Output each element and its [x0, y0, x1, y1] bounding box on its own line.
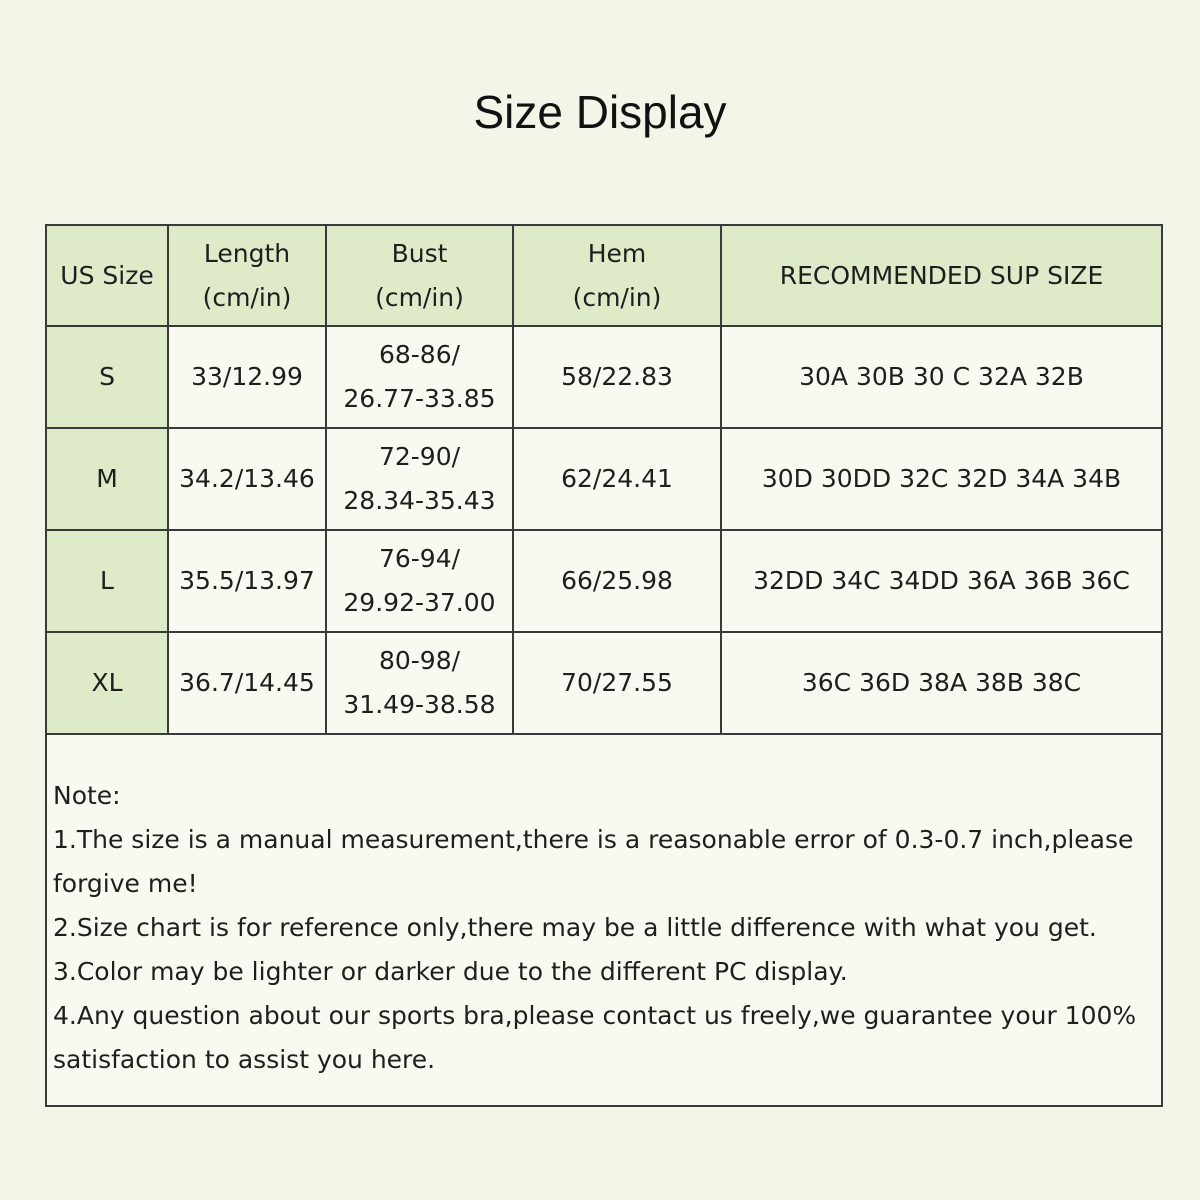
note-line: 1.The size is a manual measurement,there is a reasonable error of 0.3-0.7 inch,please — [53, 825, 1134, 854]
recommended-cell: 30D 30DD 32C 32D 34A 34B — [721, 428, 1161, 530]
notes-heading: Note: — [53, 781, 121, 810]
size-cell: S — [47, 326, 168, 428]
hem-cell: 66/25.98 — [513, 530, 721, 632]
table-row — [47, 326, 1161, 428]
bust-cell: 76-94/ 29.92-37.00 — [326, 530, 513, 632]
note-line: satisfaction to assist you here. — [53, 1045, 436, 1074]
note-line: 2.Size chart is for reference only,there may be a little difference with what you get. — [53, 913, 1097, 942]
header-bust: Bust (cm/in) — [326, 226, 513, 326]
header-recommended-size: RECOMMENDED SUP SIZE — [721, 226, 1161, 326]
note-line: 4.Any question about our sports bra,please contact us freely,we guarantee your 100% — [53, 1001, 1137, 1030]
table-row — [47, 632, 1161, 734]
bust-cell: 80-98/ 31.49-38.58 — [326, 632, 513, 734]
bust-cell: 72-90/ 28.34-35.43 — [326, 428, 513, 530]
length-cell: 35.5/13.97 — [168, 530, 326, 632]
size-cell: L — [47, 530, 168, 632]
notes-section — [53, 774, 1143, 1082]
header-length: Length (cm/in) — [168, 226, 326, 326]
bust-cell: 68-86/ 26.77-33.85 — [326, 326, 513, 428]
length-cell: 33/12.99 — [168, 326, 326, 428]
hem-cell: 62/24.41 — [513, 428, 721, 530]
length-cell: 34.2/13.46 — [168, 428, 326, 530]
size-table — [47, 226, 1161, 735]
size-chart — [45, 224, 1163, 1107]
recommended-cell: 30A 30B 30 C 32A 32B — [721, 326, 1161, 428]
size-cell: M — [47, 428, 168, 530]
header-us-size: US Size — [47, 226, 168, 326]
hem-cell: 70/27.55 — [513, 632, 721, 734]
note-line: forgive me! — [53, 869, 198, 898]
hem-cell: 58/22.83 — [513, 326, 721, 428]
table-header-row — [47, 226, 1161, 326]
header-hem: Hem (cm/in) — [513, 226, 721, 326]
size-cell: XL — [47, 632, 168, 734]
recommended-cell: 36C 36D 38A 38B 38C — [721, 632, 1161, 734]
table-row — [47, 530, 1161, 632]
length-cell: 36.7/14.45 — [168, 632, 326, 734]
page-title: Size Display — [473, 86, 727, 138]
table-row — [47, 428, 1161, 530]
recommended-cell: 32DD 34C 34DD 36A 36B 36C — [721, 530, 1161, 632]
note-line: 3.Color may be lighter or darker due to the different PC display. — [53, 957, 848, 986]
